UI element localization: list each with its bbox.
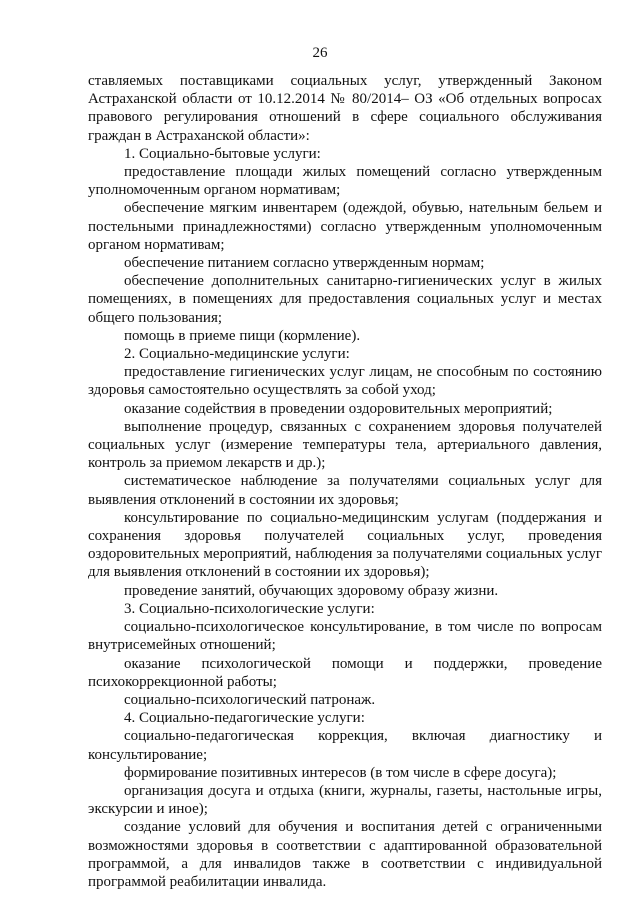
section-heading-social-psychological: 3. Социально-психологические услуги:	[124, 600, 375, 617]
section-heading-social-household: 1. Социально-бытовые услуги:	[124, 145, 321, 162]
document-body	[88, 72, 602, 891]
list-item: предоставление гигиенических услуг лицам, не способным по состоянию здоровья самостоятельно осуществлять за собой уход;	[88, 364, 602, 399]
list-item: социально-психологическое консультирование, в том числе по вопросам внутрисемейных отношений;	[88, 619, 602, 654]
list-item: систематическое наблюдение за получателями социальных услуг для выявления отклонений в состоянии их здоровья;	[88, 473, 602, 508]
list-item: обеспечение мягким инвентарем (одеждой, обувью, нательным бельем и постельными принадлежностями) согласно утвержденным уполномоченным органом нормативам;	[88, 200, 602, 253]
list-item: создание условий для обучения и воспитания детей с ограниченными возможностями здоровья в соответствии с адаптированной образовательной программой, а для инвалидов также в соответствии с индивидуальной программой реабилитации инвалида.	[88, 819, 602, 890]
list-item: обеспечение дополнительных санитарно-гигиенических услуг в жилых помещениях, в помещениях для предоставления социальных услуг и местах общего пользования;	[88, 273, 602, 326]
list-item: предоставление площади жилых помещений согласно утвержденным уполномоченным органом нормативам;	[88, 164, 602, 199]
list-item: социально-педагогическая коррекция, включая диагностику и консультирование;	[88, 728, 602, 763]
list-item: социально-психологический патронаж.	[124, 691, 376, 708]
section-heading-social-medical: 2. Социально-медицинские услуги:	[124, 346, 350, 363]
list-item: формирование позитивных интересов (в том числе в сфере досуга);	[124, 764, 557, 781]
list-item: выполнение процедур, связанных с сохранением здоровья получателей социальных услуг (измерение температуры тела, артериального давления, контроль за приемом лекарств и др.);	[88, 418, 602, 472]
list-item: организация досуга и отдыха (книги, журналы, газеты, настольные игры, экскурсии и иное);	[88, 782, 602, 818]
list-item: консультирование по социально-медицинским услугам (поддержания и сохранения здоровья получателей социальных услуг, проведения оздоровительных мероприятий, наблюдения за получателями социальных услуг для выявления отклонений в состоянии их здоровья);	[88, 509, 602, 581]
page-number: 26	[312, 45, 328, 61]
list-item: проведение занятий, обучающих здоровому образу жизни.	[124, 582, 499, 599]
section-heading-social-pedagogical: 4. Социально-педагогические услуги:	[124, 710, 365, 727]
list-item: оказание содействия в проведении оздоровительных мероприятий;	[124, 400, 553, 417]
list-item: оказание психологической помощи и поддержки, проведение психокоррекционной работы;	[88, 655, 602, 690]
paragraph-law-reference: ставляемых поставщиками социальных услуг, утвержденный Законом Астраханской области от 10.12.2014 № 80/2014– ОЗ «Об отдельных вопросах правового регулирования отношений в сфере социального обслуживания граждан в Астраханской области»:	[88, 73, 602, 144]
list-item: обеспечение питанием согласно утвержденным нормам;	[124, 255, 485, 272]
list-item: помощь в приеме пищи (кормление).	[124, 327, 361, 344]
